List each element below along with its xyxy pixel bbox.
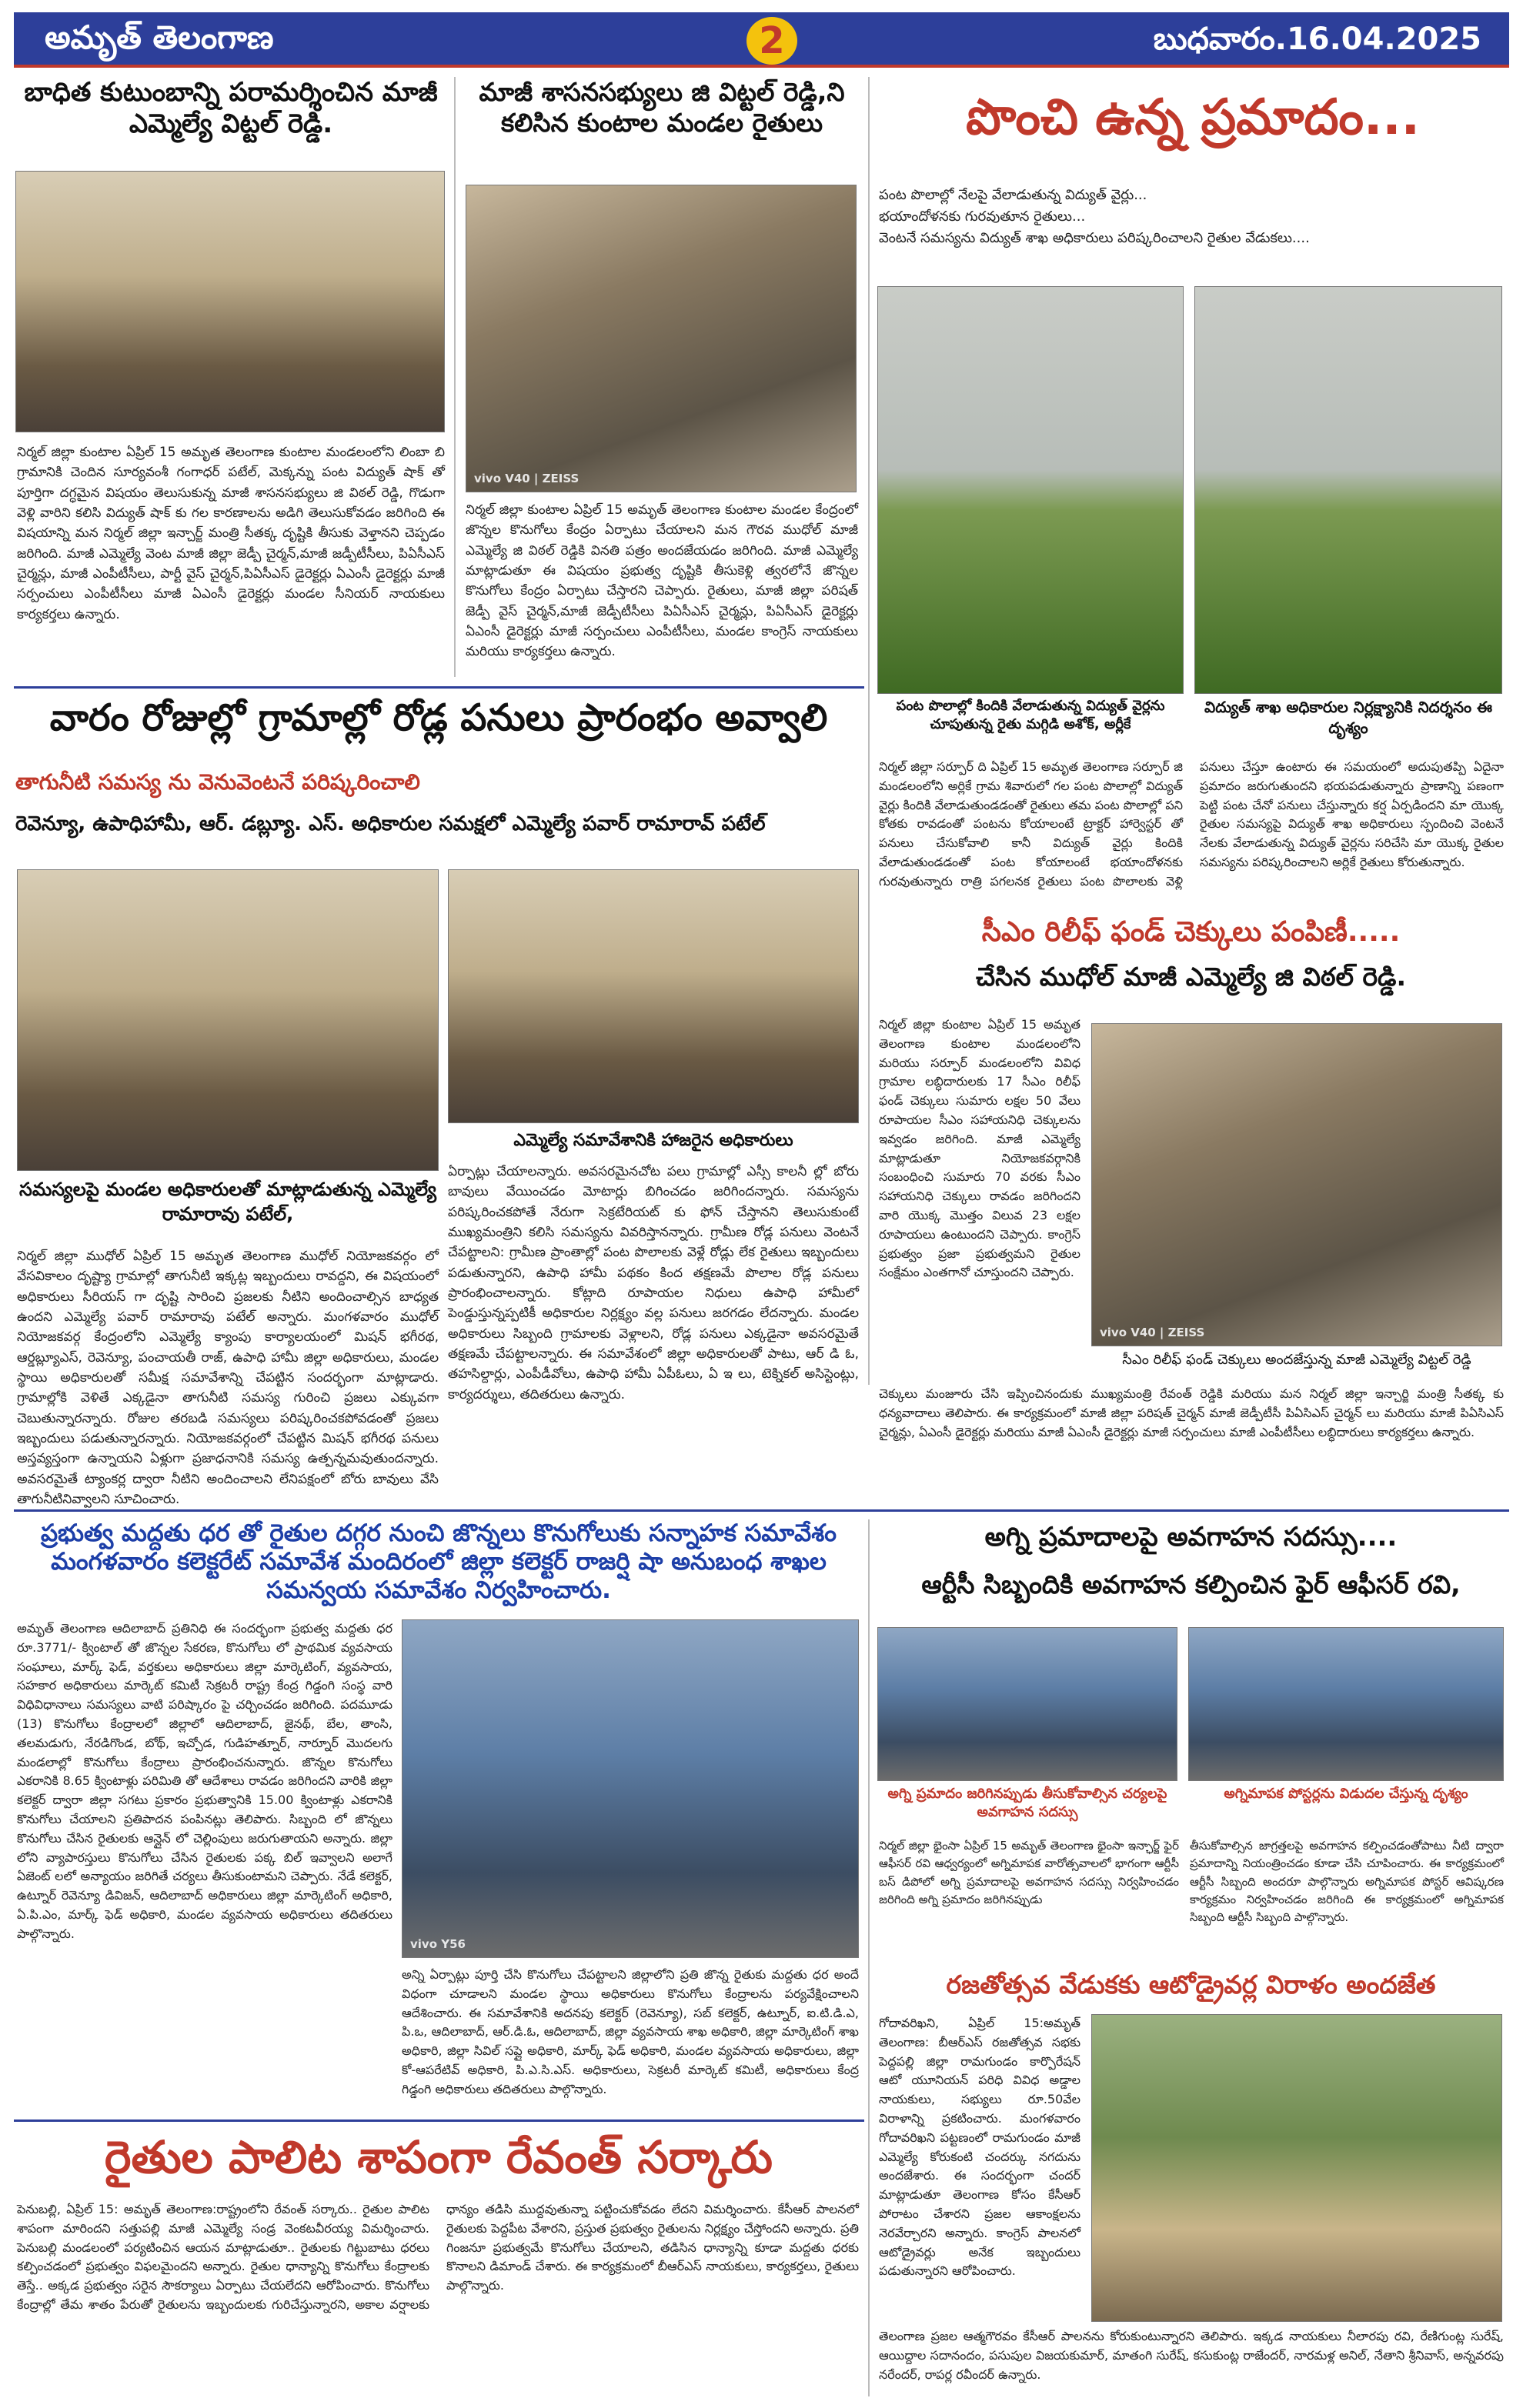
- story7-body-left: నిర్మల్ జిల్లా భైంసా ఏప్రిల్ 15 అమృత్ తెలంగాణ భైంసా ఇన్ఛార్జ్ ఫైర్ ఆఫీసర్ రవి ఆధ్వర్యంలో అగ్నిమాపక వారోత్సవాలలో భాగంగా ఆర్టీసీ బస్ డిపోలో అగ్ని ప్రమాదాలపై అవగాహన సదస్సు నిర్వహించడం జరిగింది అగ్ని ప్రమాదం జరిగినప్పుడు: [879, 1839, 1179, 1906]
- story3-kicker: [879, 185, 1506, 285]
- story2-headline: మాజీ శాసనసభ్యులు జి విట్టల్ రెడ్డి,ని కలిసిన కుంటాల మండల రైతులు: [479, 77, 845, 138]
- story3-headline: పొంచి ఉన్న ప్రమాదం...: [966, 89, 1420, 146]
- story4-headline: వారం రోజుల్లో గ్రామాల్లో రోడ్ల పనులు ప్రారంభం అవ్వాలి: [49, 696, 828, 739]
- story6-body-left: అమృత్ తెలంగాణ ఆదిలాబాద్ ప్రతినిధి ఈ సందర్భంగా ప్రభుత్వ మద్దతు ధర రూ.3771/- క్వింటాల్ తో జొన్నల సేకరణ, కొనుగోలు లో ప్రాథమిక వ్యవసాయ సంఘాలు, మార్క్ ఫెడ్, వర్తకులు అధికారులు జిల్లా మార్కెటింగ్, వ్యవసాయ, సహకార అధికారులు మార్కెట్ కమిటీ సెక్రటరీ రాష్ట్ర కేంద్ర గిడ్డంగి సంస్థ వారి విధివిధానాలు సమస్యలు వాటి పరిష్కారం పై చర్చించడం జరిగింది. పదమూడు (13) కొనుగోలు కేంద్రాలలో జిల్లాలో ఆదిలాబాద్, జైనథ్, బేల, తాంసి, తలమడుగు, నేరడిగొండ, బోథ్, ఇచ్చోడ, గుడిహత్నూర్, నార్నూర్ మొదలగు మండలాల్లో కొనుగోలు కేంద్రాలు ప్రారంభించనున్నారు. జొన్నల కొనుగోలు ఎకరానికి 8.65 క్వింటాళ్లు పరిమితి తో ఆదేశాలు రావడం జరిగిందని వారికి జిల్లా కలెక్టర్ ద్వారా జిల్లా సగటు ప్రకారం ప్రభుత్వానికి 15.00 క్వింటాళ్లు ఎకరానికి కొనుగోలు చేయాలని ప్రతిపాదన పంపినట్లు తెలిపారు. సిబ్బంది లో జొన్నలు కొనుగోలు చేసిన రైతులకు ఆన్లైన్ లో చెల్లింపులు జరుగుతాయని అన్నారు. జిల్లా లోని వ్యాపారస్తులు కొనుగోలు చేసిన రైతులకు పక్క బిల్ ఇవ్వాలని అలాగే ఏజెంట్ లలో అన్యాయం జరిగితే చర్యలు తీసుకుంటామని చెప్పారు. నేడే కలెక్టర్, ఉట్నూర్ రెవెన్యూ డివిజన్, ఆదిలాబాద్ అధికారులు జిల్లా మార్కెటింగ్ అధికారి, ఏ.పి.ఎం, మార్క్ ఫెడ్ అధికారి, మండల వ్యవసాయ అధికారులు తదితరులు పాల్గొన్నారు.: [17, 1621, 392, 1941]
- story4-photo-officials: [448, 869, 859, 1123]
- story3-caption-right: విద్యుత్ శాఖ అధికారుల నిర్లక్ష్యానికి నిదర్శనం ఈ దృశ్యం: [1204, 698, 1493, 737]
- story4-body-left: నిర్మల్ జిల్లా ముధోల్ ఏప్రిల్ 15 అమృత తెలంగాణ ముధోల్ నియోజకవర్గం లో వేసవికాలం దృష్ట్యా గ్రామాల్లో తాగునీటి ఇక్కట్ల ఇబ్బందులు రావద్దని, ఈ విషయంలో అధికారులు సీరియస్ గా దృష్టి సారించి ప్రజలకు నీటిని అందించాల్సిన బాధ్యత ఉందని ఎమ్మెల్యే పవార్ రామారావు పటేల్ అన్నారు. మంగళవారం ముధోల్ నియోజకవర్గ కేంద్రంలోని ఎమ్మెల్యే క్యాంపు కార్యాలయంలో మిషన్ భగీరథ, ఆర్డబ్ల్యూఎస్, రెవెన్యూ, పంచాయతీ రాజ్, ఉపాధి హామీ జిల్లా అధికారులు, మండల స్థాయి అధికారులతో సమీక్ష సమావేశాన్ని చేపట్టిన సందర్భంగా మాట్లాడారు. గ్రామాల్లోకి వెళితే ఎక్కడైనా తాగునీటి సమస్య గురించి ప్రజలు ఎక్కువగా చెబుతున్నారన్నారు. రోజుల తరబడి సమస్యలు పరిష్కరించకపోవడంతో ప్రజలు ఇబ్బందులు పడుతున్నారన్నారు. నియోజకవర్గంలో చేపట్టిన మిషన్ భగీరథ పనులు అస్తవ్యస్తంగా ఉన్నాయని ఏళ్లుగా ప్రజాధనానికి సమస్య ఉత్పన్నమవుతుందన్నారు. అవసరమైతే ట్యాంకర్ల ద్వారా నీటిని అందించాలని లేనిపక్షంలో బోరు బావులు వేసి తాగునీటినివ్వాలని సూచించారు.: [17, 1249, 439, 1508]
- story6-body-right: అన్ని ఏర్పాట్లు పూర్తి చేసి కొనుగోలు చేపట్టాలని జిల్లాలోని ప్రతి జొన్న రైతుకు మద్దతు ధర అందే విధంగా చూడాలని మండల స్థాయి అధికారులు కొనుగోలు కేంద్రాలను పర్యవేక్షించాలని ఆదేశించారు. ఈ సమావేశానికి అదనపు కలెక్టర్ (రెవెన్యూ), సబ్ కలెక్టర్, ఉట్నూర్, ఐ.టి.డి.ఎ, పి.ఒ, ఆదిలాబాద్, ఆర్.డి.ఓ, ఆదిలాబాద్, జిల్లా వ్యవసాయ శాఖ అధికారి, జిల్లా మార్కెటింగ్ శాఖ అధికారి, జిల్లా సివిల్ సప్లై అధికారి, మార్క్ ఫెడ్ అధికారి, మండల వ్యవసాయ అధికారులు, జిల్లా కో-ఆపరేటివ్ అధికారి, పి.ఎ.సి.ఎస్. అధికారులు, సెక్రటరీ మార్కెట్ కమిటీ, అధికారులు కేంద్ర గిడ్డంగి అధికారులు తదితరులు పాల్గొన్నారు.: [402, 1967, 859, 2096]
- story7-headline-2: ఆర్టీసీ సిబ్బందికి అవగాహన కల్పించిన ఫైర్ ఆఫీసర్ రవి,: [921, 1569, 1461, 1599]
- story4-body-right: ఏర్పాట్లు చేయాలన్నారు. అవసరమైనచోట పలు గ్రామాల్లో ఎస్సీ కాలనీ ల్లో బోరు బావులు వేయించడం మోటార్లు బిగించడం జరిగిందన్నారు. సమస్యను పరిష్కరించకపోతే నేరుగా సెక్రటేరియట్ కు ఫోన్ చేస్తానని తెలుసుకుంటే ముఖ్యమంత్రిని కలిసి సమస్యను వివరిస్తానన్నారు. గ్రామీణ రోడ్ల పనులు వెంటనే చేపట్టాలని: గ్రామీణ ప్రాంతాల్లో పంట పొలాలకు వెళ్లే రోడ్లు లేక రైతులు ఇబ్బందులు పడుతున్నారని, ఉపాధి హామీ పథకం కింద తక్షణమే పొలాల రోడ్ల పనులు ప్రారంభించాలన్నారు. కోట్లాది రూపాయల నిధులు ఉపాధి హామీలో పెండ్డుస్తున్నప్పటికీ అధికారుల నిర్లక్ష్యం వల్ల పనులు జరగడం లేదన్నారు. మండల అధికారులు సిబ్బంది గ్రామాలకు వెళ్లాలని, రోడ్ల పనులు ఎక్కడైనా అవసరమైతే తక్షణమే చేపట్టాలన్నారు. ఈ సమావేశంలో జిల్లా అధికారులతో పాటు, ఆర్ డి ఓ, తహసిల్దార్లు, ఎంపీడీవోలు, ఉపాధి హామీ ఏపీఓలు, ఏ ఇ లు, టెక్నికల్ అసిస్టెంట్లు, కార్యదర్శులు, తదితరులు ఉన్నారు.: [448, 1164, 859, 1402]
- story8-body: గోదావరిఖని, ఏప్రిల్ 15:అమృత్ తెలంగాణ: బీఆర్ఎస్ రజతోత్సవ సభకు పెద్దపల్లి జిల్లా రామగుండం కార్పొరేషన్ ఆటో యూనియన్ పరిధి వివిధ అడ్డాల నాయకులు, సభ్యులు రూ.50వేల విరాళాన్ని ప్రకటించారు. మంగళవారం గోదావరిఖని పట్టణంలో రామగుండం మాజీ ఎమ్మెల్యే కోరుకంటి చందర్కు నగదును అందజేశారు. ఈ సందర్భంగా చందర్ మాట్లాడుతూ తెలంగాణ కోసం కేసీఆర్ పోరాటం చేశారని ప్రజల ఆకాంక్షలను నెరవేర్చారని అన్నారు. కాంగ్రెస్ పాలనలో ఆటోడ్రైవర్లు అనేక ఇబ్బందులు పడుతున్నారని ఆరోపించారు.: [879, 2016, 1080, 2279]
- story6-photo-watermark: vivo Y56: [410, 1937, 466, 1951]
- story1-photo: [15, 171, 445, 432]
- story1-headline: బాధిత కుటుంబాన్ని పరామర్శించిన మాజీ ఎమ్మెల్యే విట్టల్ రెడ్డి.: [24, 77, 438, 139]
- masthead: [14, 12, 1509, 68]
- story2-body: నిర్మల్ జిల్లా కుంటాల ఏప్రిల్ 15 అమృత్ తెలంగాణ కుంటాల మండల కేంద్రంలో జొన్నల కొనుగోలు కేంద్రం ఏర్పాటు చేయాలని మన గౌరవ ముధోల్ మాజీ ఎమ్మెల్యే జి విఠల్ రెడ్డికి వినతి పత్రం అందజేయడం జరిగింది. మాజీ ఎమ్మెల్యే మాట్లాడుతూ ఈ విషయం ప్రభుత్వ దృష్టికి తీసుకెళ్లి త్వరలోనే జొన్నల కొనుగోలు కేంద్రం ఏర్పాటు చేస్తారని చెప్పారు. రైతులు, మాజీ జిల్లా పరిషత్ జెడ్పీ వైస్ చైర్మన్,మాజీ జెడ్పీటీసీలు పిఏసీఎస్ చైర్మన్లు, పిఏసీఎస్ డైరెక్టర్లు ఏఎంసీ డైరెక్టర్లు మాజీ సర్పంచులు ఎంపీటీసీలు, మండల కాంగ్రెస్ నాయకులు మరియు కార్యకర్తలు ఉన్నారు.: [466, 502, 858, 660]
- section-rule: [14, 1509, 1509, 1512]
- story3-photo-field: [1194, 286, 1502, 694]
- story6-headline: ప్రభుత్వ మద్దతు ధర తో రైతుల దగ్గర నుంచి జొన్నలు కొనుగోలుకు సన్నాహక సమావేశం మంగళవారం కలెక్టరేట్ సమావేశ మందిరంలో జిల్లా కలెక్టర్ రాజర్షి షా అనుబంధ శాఖల సమన్వయ సమావేశం నిర్వహించారు.: [41, 1519, 837, 1605]
- section-rule: [14, 2120, 864, 2122]
- story5-headline-2: చేసిన ముధోల్ మాజీ ఎమ్మెల్యే జి విఠల్ రెడ్డి.: [976, 962, 1406, 992]
- story5-photo: [1091, 1023, 1502, 1346]
- issue-date: బుధవారం.16.04.2025: [1153, 22, 1481, 57]
- story3-photo-farmer: [877, 286, 1184, 694]
- column-divider: [868, 1519, 870, 2396]
- newspaper-title: అమృత్ తెలంగాణ: [45, 18, 274, 56]
- story4-caption-right: ఎమ్మెల్యే సమావేశానికి హాజరైన అధికారులు: [513, 1131, 793, 1150]
- story3-caption-left: పంట పొలాల్లో కిందికి వేలాడుతున్న విద్యుత్ వైర్లను చూపుతున్న రైతు మగ్గిడి అశోక్, అర్లీకే: [896, 698, 1165, 733]
- story7-caption-right: అగ్నిమాపక పోస్టర్లను విడుదల చేస్తున్న దృశ్యం: [1224, 1786, 1468, 1802]
- story7-body-right: తీసుకోవాల్సిన జాగ్రత్తలపై అవగాహన కల్పించడంతోపాటు నీటి ద్వారా ప్రమాదాన్ని నియంత్రించడం కూడా చేసి చూపించారు. ఈ కార్యక్రమంలో ఆర్టీసీ సిబ్బంది అందరూ పాల్గొన్నారు అగ్నిమాపక పోస్టర్ ఆవిష్కరణ కార్యక్రమం నిర్వహించడం జరిగింది ఈ కార్యక్రమంలో అగ్నిమాపక సిబ్బంది ఆర్టీసీ సిబ్బంది పాల్గొన్నారు.: [1190, 1839, 1504, 1924]
- story9-headline: రైతుల పాలిట శాపంగా రేవంత్ సర్కారు: [105, 2131, 773, 2183]
- story7-photo-poster: [1188, 1627, 1504, 1781]
- story1-body: నిర్మల్ జిల్లా కుంటాల ఏప్రిల్ 15 అమృత తెలంగాణ కుంటాల మండలంలోని లింబా బి గ్రామానికి చెందిన సూర్యవంశీ గంగాధర్ పటేల్, మెక్కన్ను పంట విద్యుత్ షాక్ తో పూర్తిగా దగ్ధమైన విషయం తెలుసుకున్న మాజీ శాసనసభ్యులు జి విఠల్ రెడ్డి, గొడుగా వెళ్లి వారిని కలిసి విద్యుత్ షాక్ కు గల కారణాలను అడిగి తెలుసుకోవడం జరిగింది ఈ విషయాన్ని మన నిర్మల్ జిల్లా ఇన్చార్జ్ మంత్రి సీతక్క దృష్టికి తీసుకు వెళ్తానని చెప్పడం జరిగింది. మాజీ ఎమ్మెల్యే వెంట మాజీ జిల్లా జెడ్పీ చైర్మన్,మాజీ జడ్పీటీసీలు, పిఏసీఎస్ చైర్మన్లు, మాజీ ఎంపీటీసీలు, పార్టీ వైస్ చైర్మన్,పిఏసీఎస్ డైరెక్టర్లు ఏఎంసీ డైరెక్టర్లు మాజీ సర్పంచులు ఎంపీటీసీలు మాజీ ఏఎంసీ డైరెక్టర్లు మండల సీనియర్ నాయకులు కార్యకర్తలు ఉన్నారు.: [17, 445, 445, 622]
- story3-body: నిర్మల్ జిల్లా సర్పూర్ ది ఏప్రిల్ 15 అమృత తెలంగాణ సర్పూర్ జి మండలంలోని అర్లికే గ్రామ శివారులో గల పంట పొలాల్లో విద్యుత్ వైర్లు కిందికి వేలాడుతుండడంతో రైతులు తమ పంట పొలాల్లో పని కోతకు రావడంతో పంటను కోయాలంటే ట్రాక్టర్ హార్వెస్టర్ తో పనులు చేసుకోవాలి కానీ విద్యుత్ వైర్లు కిందికి వేలాడుతుండడంతో పంట కోయాలంటే భయాందోళనకు గురవుతున్నారు రాత్రి పగలనక రైతులు పంట పొలాలకు వెళ్లి పనులు చేస్తూ ఉంటారు ఈ సమయంలో అదుపుతప్పి ఏదైనా ప్రమాదం జరుగుతుందని భయపడుతున్నారు ప్రాణాన్ని పణంగా పెట్టి పంట చేనో పనులు చేస్తున్నారు కర్ష ఏర్పడిందని మా యొక్క రైతుల సమస్యపై విద్యుత్ శాఖ అధికారులు స్పందించి వెంటనే నేలకు వేలాడుతున్న విద్యుత్ వైర్లను సరిచేసి మా యొక్క రైతుల సమస్యను పరిష్కరించాలని అర్లికే రైతులు కోరుతున్నారు.: [879, 759, 1504, 889]
- story8-photo: [1091, 2014, 1502, 2322]
- story4-caption-left: సమస్యలపై మండల అధికారులతో మాట్లాడుతున్న ఎమ్మెల్యే రామారావు పటేల్,: [18, 1179, 437, 1226]
- story6-photo: [402, 1619, 859, 1958]
- story2-photo-watermark: vivo V40 | ZEISS: [474, 472, 579, 485]
- story5-headline: సీఎం రిలీఫ్ ఫండ్ చెక్కులు పంపిణీ.....: [981, 916, 1401, 948]
- story5-body-right: చెక్కులు మంజూరు చేసి ఇప్పించినందుకు ముఖ్యమంత్రి రేవంత్ రెడ్డికి మరియు మన నిర్మల్ జిల్లా ఇన్చార్జి మంత్రి సీతక్క కు ధన్యవాదాలు తెలిపారు. ఈ కార్యక్రమంలో మాజీ జిల్లా పరిషత్ చైర్మన్ మాజీ జెడ్పీటీసీ పిఏసిఎస్ చైర్మన్ లు మరియు మాజీ పిఏసిఎస్ చైర్మన్లు, ఏఎంసీ డైరెక్టర్లు మరియు మాజీ ఏఎంసీ డైరెక్టర్లు మాజీ సర్పంచులు మాజీ ఎంపీటీసీలు లబ్ధిదారులు కార్యకర్తలు ఉన్నారు.: [879, 1386, 1504, 1439]
- story8-headline: రజతోత్సవ వేడుకకు ఆటోడ్రైవర్ల విరాళం అందజేత: [946, 1969, 1436, 1999]
- page-number-badge: 2: [746, 17, 797, 65]
- kicker-line: పంట పొలాల్లో నేలపై వేలాడుతున్న విద్యుత్ వైర్లు...: [879, 187, 1147, 203]
- story8-caption: తెలంగాణ ప్రజల ఆత్మగౌరవం కేసీఆర్ పాలనను కోరుకుంటున్నారని తెలిపారు. ఇక్కడ నాయకులు నీలారపు రవి, రేణిగుంట్ల సురేష్, ఆయిద్దాల సదానందం, పసుపుల విజయకుమార్, మాతంగి సురేష్, కసుకుంట్ల రాజేందర్, నారమళ్ల అనిల్, నేతాని శ్రీనివాస్, అన్నవరపు నరేందర్, రాపర్ల రవీందర్ ఉన్నారు.: [879, 2329, 1504, 2382]
- column-divider: [868, 77, 870, 1385]
- story4-photo-mla: [17, 869, 439, 1171]
- kicker-line: భయాందోళనకు గురవుతూన రైతులు...: [879, 208, 1086, 225]
- story9-body: పెనుబల్లి, ఏప్రిల్ 15: అమృత్ తెలంగాణ:రాష్ట్రంలోని రేవంత్ సర్కారు.. రైతుల పాలిట శాపంగా మారిందని సత్తుపల్లి మాజీ ఎమ్మెల్యే సండ్ర వెంకటవీరయ్య విమర్శించారు. పెనుబల్లి మండలంలో పర్యటించిన ఆయన మాట్లాడుతూ.. రైతులకు గిట్టుబాటు ధరలు కల్పించడంలో ప్రభుత్వం విఫలమైందని అన్నారు. రైతుల ధాన్యాన్ని కొనుగోలు కేంద్రాలకు తెస్తే.. అక్కడ ప్రభుత్వం సరైన సౌకర్యాలు ఏర్పాటు చేయలేదని ఆరోపించారు. కొనుగోలు కేంద్రాల్లో తేమ శాతం పేరుతో రైతులను ఇబ్బందులకు గురిచేస్తున్నారని, అకాల వర్షాలకు ధాన్యం తడిసి ముద్దవుతున్నా పట్టించుకోవడం లేదని విమర్శించారు. కేసీఆర్ పాలనలో రైతులకు పెద్దపీట వేశారని, ప్రస్తుత ప్రభుత్వం రైతులను నిర్లక్ష్యం చేస్తోందని అన్నారు. ప్రతి గింజనూ ప్రభుత్వమే కొనుగోలు చేయాలని, తడిసిన ధాన్యాన్ని కూడా మద్దతు ధరకు కొనాలని డిమాండ్ చేశారు. ఈ కార్యక్రమంలో బీఆర్ఎస్ నాయకులు, కార్యకర్తలు, రైతులు పాల్గొన్నారు.: [17, 2202, 859, 2312]
- story4-subhead: రెవెన్యూ, ఉపాధిహామీ, ఆర్. డబ్ల్యూ. ఎస్. అధికారుల సమక్షలో ఎమ్మెల్యే పవార్ రామారావ్ పటేల్: [15, 812, 766, 835]
- story5-body-left: నిర్మల్ జిల్లా కుంటాల ఏప్రిల్ 15 అమృత తెలంగాణ కుంటాల మండలంలోని మరియు సర్పూర్ మండలంలోని వివిధ గ్రామాల లబ్ధిదారులకు 17 సీఎం రిలీఫ్ ఫండ్ చెక్కులు సుమారు లక్షల 50 వేలు రూపాయల సీఎం సహాయనిధి చెక్కులను ఇవ్వడం జరిగింది. మాజీ ఎమ్మెల్యే మాట్లాడుతూ నియోజకవర్గానికి సంబంధించి సుమారు 70 వరకు సీఎం సహాయనిధి చెక్కులు రావడం జరిగిందని వారి యొక్క మొత్తం విలువ 23 లక్షల రూపాయలు ఉంటుందని చెప్పారు. కాంగ్రెస్ ప్రభుత్వం ప్రజా ప్రభుత్వమని రైతుల సంక్షేమం ఎంతగానో చూస్తుందని చెప్పారు.: [879, 1017, 1080, 1280]
- story7-headline: అగ్ని ప్రమాదాలపై అవగాహన సదస్సు....: [984, 1522, 1398, 1553]
- story7-caption-left: అగ్ని ప్రమాదం జరిగినప్పుడు తీసుకోవాల్సిన చర్యలపై అవగాహన సదస్సు: [887, 1786, 1167, 1821]
- story7-photo-demo: [877, 1627, 1177, 1781]
- column-divider: [454, 77, 456, 677]
- story5-photo-watermark: vivo V40 | ZEISS: [1100, 1326, 1205, 1339]
- kicker-line: వెంటనే సమస్యను విద్యుత్ శాఖ అధికారులు పరిష్కరించాలని రైతుల వేడుకలు....: [879, 229, 1310, 246]
- section-rule: [14, 686, 864, 689]
- story4-subhead: తాగునీటి సమస్య ను వెనువెంటనే పరిష్కరించాలి: [15, 769, 420, 795]
- story2-photo: [466, 185, 857, 492]
- story5-caption: సీఎం రిలీఫ్ ఫండ్ చెక్కులు అందజేస్తున్న మాజీ ఎమ్మెల్యే విట్టల్ రెడ్డి: [1122, 1352, 1471, 1368]
